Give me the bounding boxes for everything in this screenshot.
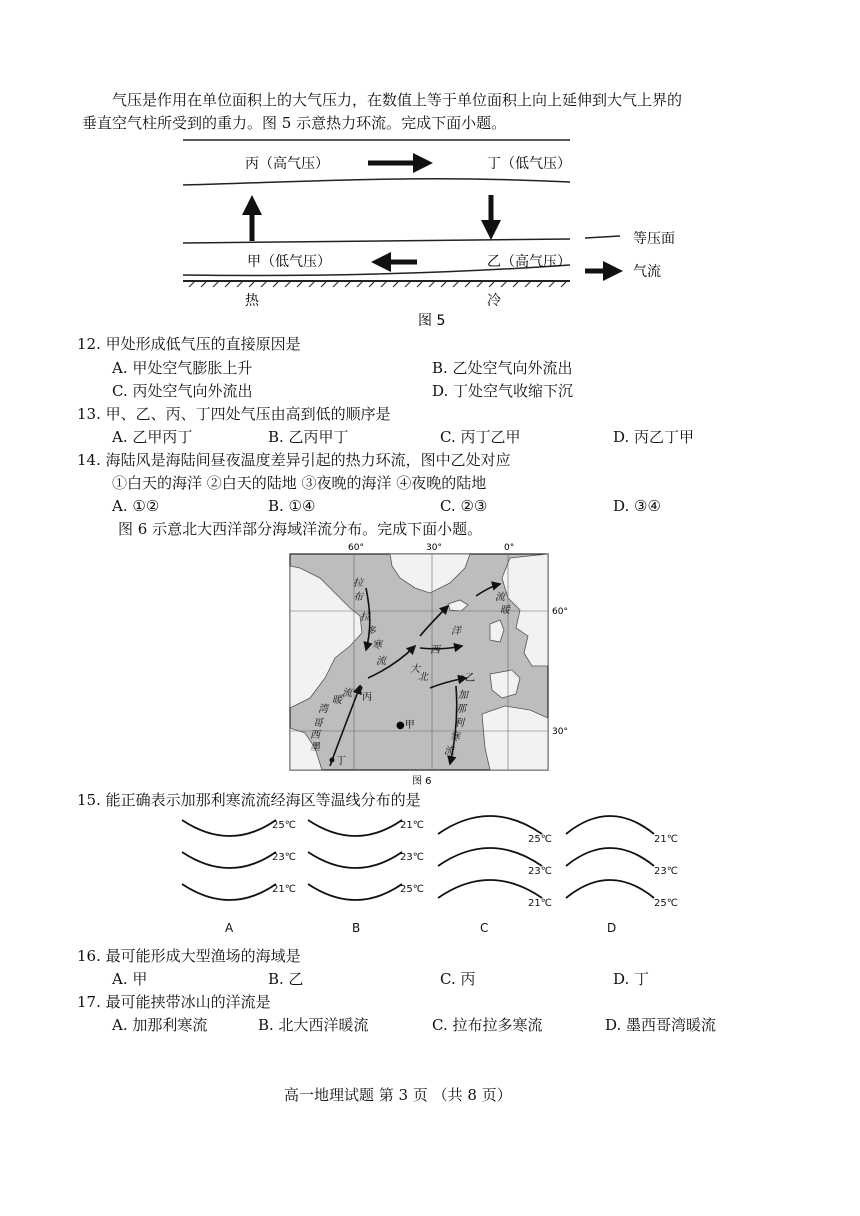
point-ding-dot	[330, 758, 335, 763]
q12-option-a: A. 甲处空气膨胀上升	[112, 359, 253, 377]
q15-isotherm-options	[170, 812, 710, 937]
isobar-bottom-1	[183, 239, 570, 243]
label-na-4: 洋	[451, 626, 461, 637]
q16-option-a: A. 甲	[112, 970, 148, 988]
option-a-label-bottom: 21℃	[272, 884, 296, 895]
point-bing-dot	[358, 686, 363, 691]
q13-option-a: A. 乙甲丙丁	[112, 428, 193, 446]
q17-option-b: B. 北大西洋暖流	[258, 1016, 369, 1034]
option-b-label-top: 21℃	[400, 820, 424, 831]
label-na-1: 大	[410, 664, 420, 675]
q13-option-b: B. 乙丙甲丁	[268, 428, 349, 446]
label-labrador-2: 布	[353, 592, 363, 603]
figure-6-caption: 图 6	[412, 776, 432, 787]
option-c-label-top: 25℃	[528, 834, 552, 845]
q16-stem: 16. 最可能形成大型渔场的海域是	[77, 947, 301, 965]
label-na-5: 暖	[500, 605, 510, 616]
option-a-isotherms	[182, 820, 276, 900]
label-na-6: 流	[495, 592, 505, 603]
q13-option-c: C. 丙丁乙甲	[440, 428, 521, 446]
label-gulf-5: 暖	[332, 695, 342, 706]
q12-option-d: D. 丁处空气收缩下沉	[432, 382, 574, 400]
option-b-label-bottom: 25℃	[400, 884, 424, 895]
q13-stem: 13. 甲、乙、丙、丁四处气压由高到低的顺序是	[77, 405, 391, 423]
option-c-label-mid: 23℃	[528, 866, 552, 877]
option-b-letter: B	[352, 921, 361, 935]
figure-5-thermal-circulation	[175, 135, 695, 335]
lat-60-label: 60°	[552, 607, 568, 617]
label-canary-1: 加	[458, 690, 468, 701]
label-gulf-1: 墨	[310, 742, 320, 753]
legend-isobar-label: 等压面	[633, 231, 675, 247]
land-africa	[482, 706, 548, 770]
option-letters	[225, 921, 616, 935]
option-a-letter: A	[225, 921, 234, 935]
option-d-label-top: 21℃	[654, 834, 678, 845]
isobar-top-2	[183, 179, 570, 185]
q17-option-a: A. 加那利寒流	[112, 1016, 208, 1034]
label-jia: 甲（低气压）	[247, 254, 331, 270]
label-labrador-1: 拉	[353, 578, 363, 589]
q16-option-b: B. 乙	[268, 970, 304, 988]
q12-option-c: C. 丙处空气向外流出	[112, 382, 253, 400]
intro-figure-6: 图 6 示意北大西洋部分海域洋流分布。完成下面小题。	[118, 520, 483, 538]
q15-stem: 15. 能正确表示加那利寒流流经海区等温线分布的是	[77, 791, 421, 809]
option-d-label-mid: 23℃	[654, 866, 678, 877]
option-c-isotherms	[438, 816, 542, 898]
label-bing: 丙（高气压）	[245, 156, 329, 172]
intro-line-1: 气压是作用在单位面积上的大气压力，在数值上等于单位面积上向上延伸到大气上界的	[112, 91, 683, 109]
lon-30-label: 30°	[426, 543, 442, 553]
figure-5-caption: 图 5	[418, 313, 446, 329]
option-a-label-mid: 23℃	[272, 852, 296, 863]
option-d-label-bottom: 25℃	[654, 898, 678, 909]
label-na-2: 北	[418, 672, 428, 683]
q12-stem: 12. 甲处形成低气压的直接原因是	[77, 335, 301, 353]
label-canary-3: 利	[454, 718, 464, 729]
point-ding-label: 丁	[336, 756, 346, 767]
label-cold: 冷	[487, 293, 501, 309]
label-labrador-5: 寒	[372, 640, 382, 651]
q14-option-a: A. ①②	[112, 497, 160, 515]
legend-isobar-line	[585, 236, 620, 238]
q14-stem: 14. 海陆风是海陆间昼夜温度差异引起的热力环流，图中乙处对应	[77, 451, 511, 469]
option-c-letter: C	[480, 921, 489, 935]
page-footer: 高一地理试题 第 3 页 （共 8 页）	[284, 1086, 512, 1104]
q17-option-d: D. 墨西哥湾暖流	[605, 1016, 717, 1034]
label-labrador-3: 拉	[360, 612, 370, 623]
q13-option-d: D. 丙乙丁甲	[613, 428, 695, 446]
q16-option-c: C. 丙	[440, 970, 476, 988]
q16-option-d: D. 丁	[613, 970, 650, 988]
label-gulf-6: 流	[342, 688, 352, 699]
option-a-label-top: 25℃	[272, 820, 296, 831]
label-gulf-4: 湾	[318, 704, 328, 715]
point-jia-label: ●甲	[396, 720, 415, 731]
label-labrador-6: 流	[376, 656, 386, 667]
option-c-label-bottom: 21℃	[528, 898, 552, 909]
label-ding: 丁（低气压）	[487, 156, 571, 172]
label-hot: 热	[245, 293, 259, 309]
label-canary-5: 流	[444, 746, 454, 757]
lon-0-label: 0°	[504, 543, 515, 553]
option-b-label-mid: 23℃	[400, 852, 424, 863]
label-yi: 乙（高气压）	[487, 254, 571, 270]
point-bing-label: 丙	[362, 692, 372, 703]
option-b-isotherms	[308, 820, 402, 900]
point-yi-dot	[460, 676, 465, 681]
q14-option-b: B. ①④	[268, 497, 316, 515]
q17-option-c: C. 拉布拉多寒流	[432, 1016, 543, 1034]
lon-60-label: 60°	[348, 543, 364, 553]
lat-30-label: 30°	[552, 727, 568, 737]
label-labrador-4: 多	[366, 626, 376, 637]
label-gulf-3: 哥	[313, 718, 323, 729]
legend-flow-label: 气流	[633, 264, 661, 280]
q14-option-c: C. ②③	[440, 497, 488, 515]
point-yi-label: 乙	[465, 673, 475, 684]
intro-line-2: 垂直空气柱所受到的重力。图 5 示意热力环流。完成下面小题。	[82, 114, 507, 132]
q14-option-d: D. ③④	[613, 497, 661, 515]
option-d-isotherms	[566, 816, 654, 898]
option-d-letter: D	[607, 921, 617, 935]
label-canary-2: 那	[456, 704, 466, 715]
q12-option-b: B. 乙处空气向外流出	[432, 359, 573, 377]
label-na-3: 西	[430, 645, 440, 656]
q14-items: ①白天的海洋 ②白天的陆地 ③夜晚的海洋 ④夜晚的陆地	[112, 474, 487, 492]
figure-6-north-atlantic-map	[280, 538, 570, 788]
q17-stem: 17. 最可能挟带冰山的洋流是	[77, 993, 271, 1011]
label-canary-4: 寒	[450, 732, 460, 743]
label-gulf-2: 西	[310, 730, 320, 741]
